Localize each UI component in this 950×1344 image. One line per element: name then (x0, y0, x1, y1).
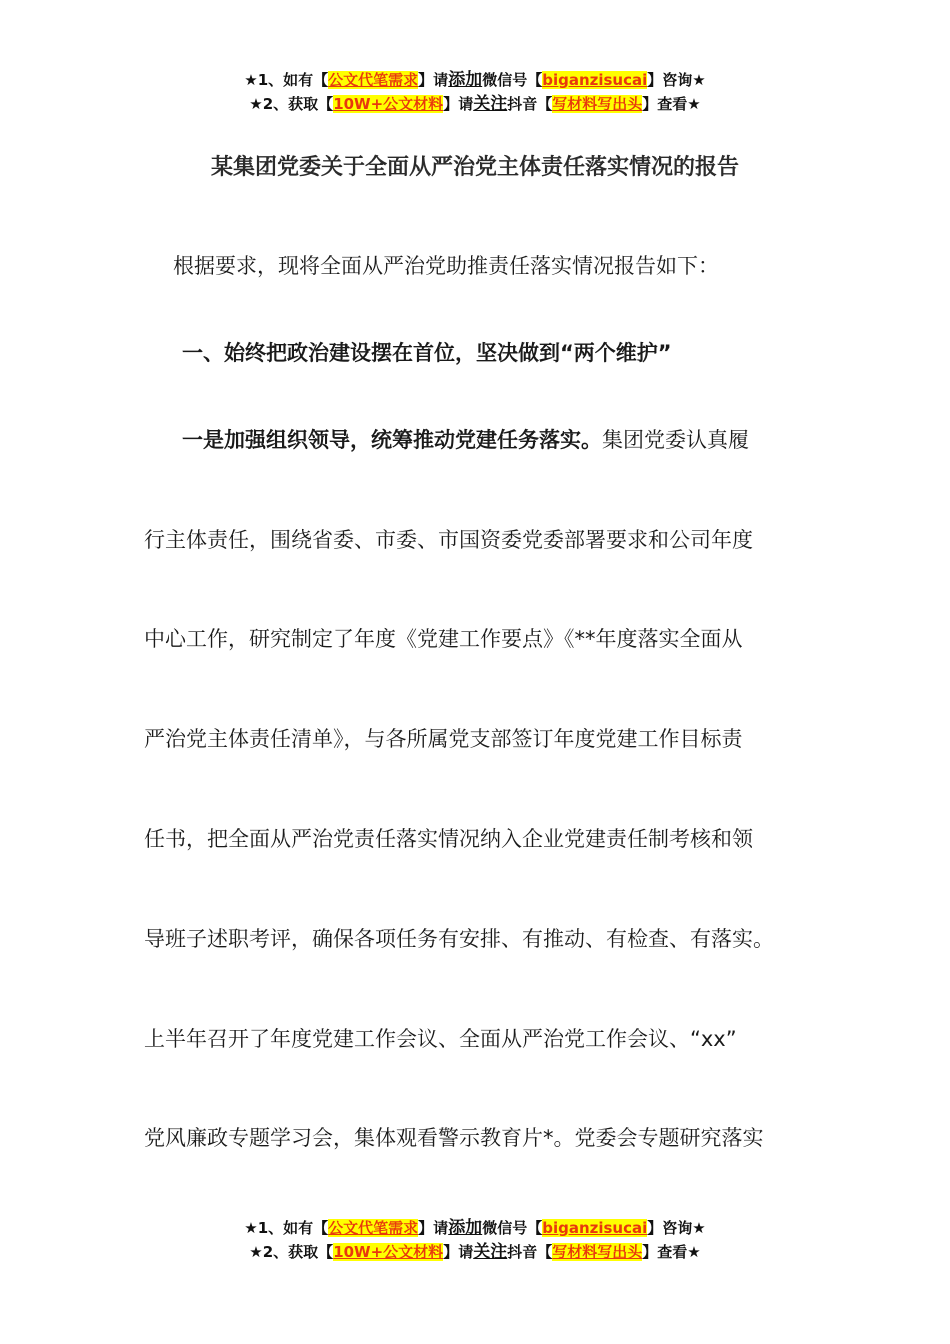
star-icon: ★ (692, 1219, 706, 1237)
document-title: 某集团党委关于全面从严治党主体责任落实情况的报告 (210, 155, 739, 180)
star-icon: ★ (249, 1243, 263, 1261)
promo-line-2 (0, 1240, 950, 1264)
star-icon: ★ (249, 95, 263, 113)
paragraph-line: 上半年召开了年度党建工作会议、全面从严治党工作会议、“xx” (144, 1027, 737, 1051)
promo-emphasis: 关注 (473, 1242, 508, 1262)
promo-text: 2、获取【 (262, 1243, 334, 1261)
paragraph-lead: 一是加强组织领导，统筹推动党建任务落实。 (182, 428, 602, 452)
promo-text: 】咨询 (647, 71, 693, 89)
star-icon: ★ (687, 95, 701, 113)
promo-text: 抖音【 (507, 95, 553, 113)
promo-douyin-id: 写材料写出头 (552, 95, 643, 113)
promo-highlight: 公文代笔需求 (328, 1219, 419, 1237)
paragraph-line: 导班子述职考评，确保各项任务有安排、有推动、有检查、有落实。 (144, 927, 774, 951)
promo-text: 微信号【 (482, 1219, 543, 1237)
promo-highlight: 10W+公文材料 (333, 95, 444, 113)
paragraph-text: 集团党委认真履 (602, 428, 749, 452)
intro-paragraph: 根据要求，现将全面从严治党助推责任落实情况报告如下： (173, 254, 719, 278)
promo-highlight: 公文代笔需求 (328, 71, 419, 89)
promo-text: 抖音【 (507, 1243, 553, 1261)
promo-text: 2、获取【 (262, 95, 334, 113)
promo-text: 】查看 (642, 1243, 688, 1261)
promo-banner-top (0, 68, 950, 116)
promo-line-2 (0, 92, 950, 116)
promo-emphasis: 关注 (473, 94, 508, 114)
star-icon: ★ (244, 71, 258, 89)
promo-emphasis: 添加 (448, 70, 483, 90)
promo-text: 1、如有【 (257, 1219, 329, 1237)
promo-line-1 (0, 68, 950, 92)
paragraph-line: 严治党主体责任清单》，与各所属党支部签订年度党建工作目标责 (144, 727, 743, 751)
promo-douyin-id: 写材料写出头 (552, 1243, 643, 1261)
promo-wechat-id: biganzisucai (542, 71, 648, 89)
paragraph-line: 党风廉政专题学习会，集体观看警示教育片*。党委会专题研究落实 (144, 1126, 764, 1150)
promo-wechat-id: biganzisucai (542, 1219, 648, 1237)
section-heading-1: 一、始终把政治建设摆在首位，坚决做到“两个维护” (182, 341, 672, 365)
paragraph-line: 行主体责任，围绕省委、市委、市国资委党委部署要求和公司年度 (144, 528, 753, 552)
star-icon: ★ (244, 1219, 258, 1237)
promo-text: 1、如有【 (257, 71, 329, 89)
promo-banner-bottom (0, 1216, 950, 1264)
paragraph-line (182, 424, 749, 454)
promo-text: 】请 (443, 1243, 474, 1261)
promo-text: 】咨询 (647, 1219, 693, 1237)
star-icon: ★ (687, 1243, 701, 1261)
promo-emphasis: 添加 (448, 1218, 483, 1238)
star-icon: ★ (692, 71, 706, 89)
paragraph-line: 中心工作，研究制定了年度《党建工作要点》《**年度落实全面从 (144, 627, 743, 651)
promo-text: 】请 (418, 1219, 449, 1237)
promo-line-1 (0, 1216, 950, 1240)
promo-text: 】查看 (642, 95, 688, 113)
promo-highlight: 10W+公文材料 (333, 1243, 444, 1261)
promo-text: 】请 (443, 95, 474, 113)
paragraph-line: 任书，把全面从严治党责任落实情况纳入企业党建责任制考核和领 (144, 827, 753, 851)
promo-text: 微信号【 (482, 71, 543, 89)
promo-text: 】请 (418, 71, 449, 89)
